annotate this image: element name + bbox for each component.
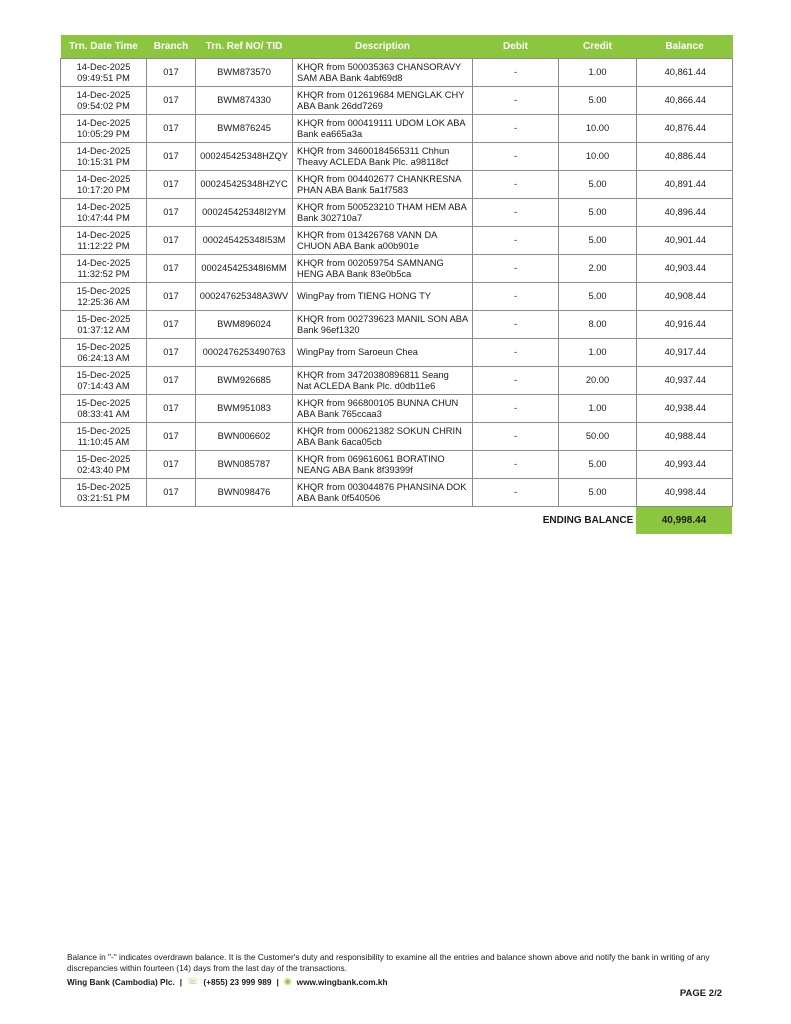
cell-ref: 000245425348I53M <box>196 227 293 255</box>
table-row <box>61 115 733 143</box>
cell-balance: 40,896.44 <box>637 199 733 227</box>
contact-line <box>67 976 388 987</box>
cell-date: 14-Dec-2025 <box>76 229 131 240</box>
cell-balance: 40,901.44 <box>637 227 733 255</box>
cell-description <box>293 395 473 423</box>
cell-date: 15-Dec-2025 <box>76 481 131 492</box>
cell-ref: BWN098476 <box>196 479 293 507</box>
cell-credit: 5.00 <box>559 283 637 311</box>
cell-date: 15-Dec-2025 <box>76 425 131 436</box>
cell-description-line2: Theavy ACLEDA Bank Plc. a98118cf <box>297 156 449 167</box>
cell-date: 14-Dec-2025 <box>76 89 131 100</box>
cell-description-line1: KHQR from 500035363 CHANSORAVY <box>297 61 462 72</box>
cell-datetime <box>61 255 147 283</box>
cell-date: 14-Dec-2025 <box>76 257 131 268</box>
globe-icon: ◉ <box>283 976 292 986</box>
cell-balance: 40,886.44 <box>637 143 733 171</box>
cell-balance: 40,903.44 <box>637 255 733 283</box>
cell-date: 15-Dec-2025 <box>76 397 131 408</box>
cell-credit: 50.00 <box>559 423 637 451</box>
cell-description <box>293 143 473 171</box>
cell-branch: 017 <box>147 87 196 115</box>
cell-description <box>293 311 473 339</box>
ending-balance <box>540 507 732 534</box>
cell-debit: - <box>473 283 559 311</box>
cell-balance: 40,916.44 <box>637 311 733 339</box>
cell-description-line2: Bank ea665a3a <box>297 128 363 139</box>
cell-balance: 40,937.44 <box>637 367 733 395</box>
cell-description <box>293 59 473 87</box>
cell-datetime <box>61 311 147 339</box>
cell-date: 14-Dec-2025 <box>76 61 131 72</box>
col-header-balance: Balance <box>637 35 733 59</box>
cell-description-line1: KHQR from 966800105 BUNNA CHUN <box>297 397 459 408</box>
cell-balance: 40,876.44 <box>637 115 733 143</box>
cell-description-line2: SAM ABA Bank 4abf69d8 <box>297 72 403 83</box>
page-number: PAGE 2/2 <box>679 988 722 999</box>
cell-date: 15-Dec-2025 <box>76 453 131 464</box>
cell-description-line1: KHQR from 500523210 THAM HEM ABA <box>297 201 467 212</box>
cell-branch: 017 <box>147 115 196 143</box>
cell-description-line2: Bank 302710a7 <box>297 212 363 223</box>
cell-datetime <box>61 59 147 87</box>
table-row <box>61 171 733 199</box>
cell-datetime <box>61 227 147 255</box>
cell-description-line1: KHQR from 003044876 PHANSINA DOK <box>297 481 467 492</box>
cell-description <box>293 451 473 479</box>
cell-description-line2: Nat ACLEDA Bank Plc. d0db11e6 <box>297 380 436 391</box>
cell-credit: 20.00 <box>559 367 637 395</box>
table-row <box>61 255 733 283</box>
cell-description-line1: KHQR from 069616061 BORATINO <box>297 453 445 464</box>
cell-time: 03:21:51 PM <box>77 492 130 503</box>
table-header-row <box>61 35 733 59</box>
cell-balance: 40,866.44 <box>637 87 733 115</box>
cell-time: 10:47:44 PM <box>77 212 130 223</box>
cell-ref: BWM926685 <box>196 367 293 395</box>
separator: | <box>276 976 279 987</box>
cell-credit: 2.00 <box>559 255 637 283</box>
cell-balance: 40,908.44 <box>637 283 733 311</box>
cell-debit: - <box>473 87 559 115</box>
cell-time: 09:49:51 PM <box>77 72 130 83</box>
cell-description <box>293 255 473 283</box>
cell-date: 15-Dec-2025 <box>76 369 131 380</box>
cell-debit: - <box>473 395 559 423</box>
cell-branch: 017 <box>147 451 196 479</box>
cell-branch: 017 <box>147 423 196 451</box>
cell-balance: 40,891.44 <box>637 171 733 199</box>
cell-debit: - <box>473 227 559 255</box>
cell-branch: 017 <box>147 171 196 199</box>
cell-time: 07:14:43 AM <box>77 380 130 391</box>
cell-credit: 1.00 <box>559 395 637 423</box>
cell-debit: - <box>473 59 559 87</box>
cell-ref: BWM896024 <box>196 311 293 339</box>
cell-date: 14-Dec-2025 <box>76 145 131 156</box>
cell-description <box>293 115 473 143</box>
cell-credit: 5.00 <box>559 171 637 199</box>
cell-debit: - <box>473 171 559 199</box>
cell-description-line2: ABA Bank 0f540506 <box>297 492 381 503</box>
cell-description-line2: ABA Bank 765ccaa3 <box>297 408 382 419</box>
company-name: Wing Bank (Cambodia) Plc. <box>67 976 175 987</box>
cell-ref: BWM873570 <box>196 59 293 87</box>
cell-description-line1: KHQR from 012619684 MENGLAK CHY <box>297 89 465 100</box>
cell-debit: - <box>473 367 559 395</box>
col-header-description: Description <box>293 35 473 59</box>
table-row <box>61 339 733 367</box>
cell-description-line2: ABA Bank 6aca05cb <box>297 436 382 447</box>
cell-credit: 5.00 <box>559 199 637 227</box>
table-row <box>61 143 733 171</box>
table-row <box>61 59 733 87</box>
cell-branch: 017 <box>147 395 196 423</box>
website-link[interactable]: www.wingbank.com.kh <box>296 976 388 987</box>
cell-ref: 000247625348A3WV <box>196 283 293 311</box>
cell-description <box>293 479 473 507</box>
cell-description <box>293 87 473 115</box>
cell-date: 14-Dec-2025 <box>76 173 131 184</box>
cell-time: 11:12:22 PM <box>77 240 130 251</box>
cell-branch: 017 <box>147 479 196 507</box>
cell-time: 10:15:31 PM <box>77 156 130 167</box>
table-row <box>61 367 733 395</box>
table-row <box>61 395 733 423</box>
col-header-debit: Debit <box>473 35 559 59</box>
col-header-branch: Branch <box>147 35 196 59</box>
cell-description-line1: KHQR from 002739623 MANIL SON ABA <box>297 313 469 324</box>
cell-branch: 017 <box>147 59 196 87</box>
cell-description-line2: Bank 96ef1320 <box>297 324 360 335</box>
cell-ref: 000245425348HZQY <box>196 143 293 171</box>
cell-description <box>293 227 473 255</box>
cell-branch: 017 <box>147 143 196 171</box>
cell-time: 08:33:41 AM <box>77 408 130 419</box>
ending-balance-label: ENDING BALANCE <box>542 515 634 526</box>
cell-credit: 5.00 <box>559 479 637 507</box>
cell-ref: 000245425348I2YM <box>196 199 293 227</box>
cell-datetime <box>61 423 147 451</box>
table-row <box>61 87 733 115</box>
cell-time: 02:43:40 PM <box>77 464 130 475</box>
transaction-table <box>60 35 733 507</box>
cell-branch: 017 <box>147 199 196 227</box>
cell-debit: - <box>473 339 559 367</box>
cell-ref: BWM874330 <box>196 87 293 115</box>
cell-date: 15-Dec-2025 <box>76 341 131 352</box>
cell-balance: 40,998.44 <box>637 479 733 507</box>
cell-datetime <box>61 479 147 507</box>
cell-description <box>293 283 473 311</box>
cell-time: 10:17:20 PM <box>77 184 130 195</box>
cell-description-line2: ABA Bank 26dd7269 <box>297 100 383 111</box>
cell-debit: - <box>473 311 559 339</box>
cell-description-line1: KHQR from 34600184565311 Chhun <box>297 145 450 156</box>
cell-credit: 8.00 <box>559 311 637 339</box>
cell-ref: 0002476253490763 <box>196 339 293 367</box>
cell-description <box>293 171 473 199</box>
cell-description-line1: WingPay from Saroeun Chea <box>297 347 418 357</box>
cell-ref: 000245425348HZYC <box>196 171 293 199</box>
cell-datetime <box>61 367 147 395</box>
cell-branch: 017 <box>147 283 196 311</box>
cell-description-line2: HENG ABA Bank 83e0b5ca <box>297 268 412 279</box>
cell-credit: 10.00 <box>559 143 637 171</box>
cell-time: 11:32:52 PM <box>77 268 130 279</box>
table-row <box>61 199 733 227</box>
cell-description <box>293 367 473 395</box>
cell-date: 14-Dec-2025 <box>76 201 131 212</box>
cell-date: 14-Dec-2025 <box>76 117 131 128</box>
table-row <box>61 423 733 451</box>
cell-debit: - <box>473 479 559 507</box>
cell-date: 15-Dec-2025 <box>76 285 131 296</box>
cell-datetime <box>61 115 147 143</box>
cell-description <box>293 423 473 451</box>
cell-balance: 40,993.44 <box>637 451 733 479</box>
cell-time: 10:05:29 PM <box>77 128 130 139</box>
cell-branch: 017 <box>147 339 196 367</box>
cell-time: 06:24:13 AM <box>77 352 130 363</box>
cell-credit: 1.00 <box>559 59 637 87</box>
cell-description-line2: CHUON ABA Bank a00b901e <box>297 240 419 251</box>
cell-description-line1: KHQR from 002059754 SAMNANG <box>297 257 444 268</box>
cell-description <box>293 199 473 227</box>
disclaimer-note: Balance in "-" indicates overdrawn balance. It is the Customer's duty and responsibility to examine all the entries and balance shown above and notify the bank in writing of any discrepancies within fourteen (14) days from the last day of the transactions. <box>67 952 710 973</box>
cell-ref: BWN006602 <box>196 423 293 451</box>
cell-balance: 40,917.44 <box>637 339 733 367</box>
cell-time: 01:37:12 AM <box>77 324 130 335</box>
cell-datetime <box>61 87 147 115</box>
cell-branch: 017 <box>147 311 196 339</box>
cell-datetime <box>61 451 147 479</box>
table-row <box>61 451 733 479</box>
cell-time: 09:54:02 PM <box>77 100 130 111</box>
cell-datetime <box>61 143 147 171</box>
cell-time: 11:10:45 AM <box>77 436 130 447</box>
cell-balance: 40,988.44 <box>637 423 733 451</box>
cell-ref: BWN085787 <box>196 451 293 479</box>
cell-credit: 1.00 <box>559 339 637 367</box>
cell-description-line1: KHQR from 013426768 VANN DA <box>297 229 438 240</box>
cell-datetime <box>61 339 147 367</box>
cell-ref: 000245425348I6MM <box>196 255 293 283</box>
phone-icon: ☏ <box>187 976 199 986</box>
cell-branch: 017 <box>147 367 196 395</box>
cell-description-line1: KHQR from 34720380896811 Seang <box>297 369 449 380</box>
table-row <box>61 479 733 507</box>
cell-ref: BWM876245 <box>196 115 293 143</box>
cell-ref: BWM951083 <box>196 395 293 423</box>
cell-balance: 40,938.44 <box>637 395 733 423</box>
cell-description-line1: KHQR from 000419111 UDOM LOK ABA <box>297 117 466 128</box>
cell-credit: 5.00 <box>559 87 637 115</box>
cell-datetime <box>61 283 147 311</box>
phone-number: (+855) 23 999 989 <box>203 976 272 987</box>
cell-debit: - <box>473 199 559 227</box>
cell-branch: 017 <box>147 255 196 283</box>
cell-datetime <box>61 395 147 423</box>
cell-balance: 40,861.44 <box>637 59 733 87</box>
col-header-credit: Credit <box>559 35 637 59</box>
cell-debit: - <box>473 451 559 479</box>
cell-debit: - <box>473 143 559 171</box>
cell-description-line1: KHQR from 000621382 SOKUN CHRIN <box>297 425 462 436</box>
cell-branch: 017 <box>147 227 196 255</box>
cell-credit: 5.00 <box>559 451 637 479</box>
cell-debit: - <box>473 423 559 451</box>
separator: | <box>179 976 183 987</box>
cell-datetime <box>61 171 147 199</box>
col-header-ref: Trn. Ref NO/ TID <box>196 35 293 59</box>
cell-description-line1: WingPay from TIENG HONG TY <box>297 291 431 301</box>
cell-time: 12:25:36 AM <box>77 296 130 307</box>
cell-description <box>293 339 473 367</box>
cell-credit: 10.00 <box>559 115 637 143</box>
cell-description-line1: KHQR from 004402677 CHANKRESNA <box>297 173 462 184</box>
table-row <box>61 227 733 255</box>
cell-description-line2: PHAN ABA Bank 5a1f7583 <box>297 184 409 195</box>
cell-credit: 5.00 <box>559 227 637 255</box>
col-header-date: Trn. Date Time <box>61 35 147 59</box>
cell-date: 15-Dec-2025 <box>76 313 131 324</box>
cell-datetime <box>61 199 147 227</box>
cell-debit: - <box>473 115 559 143</box>
cell-description-line2: NEANG ABA Bank 8f39399f <box>297 464 413 475</box>
table-row <box>61 311 733 339</box>
table-row <box>61 283 733 311</box>
cell-debit: - <box>473 255 559 283</box>
ending-balance-value: 40,998.44 <box>636 507 732 534</box>
